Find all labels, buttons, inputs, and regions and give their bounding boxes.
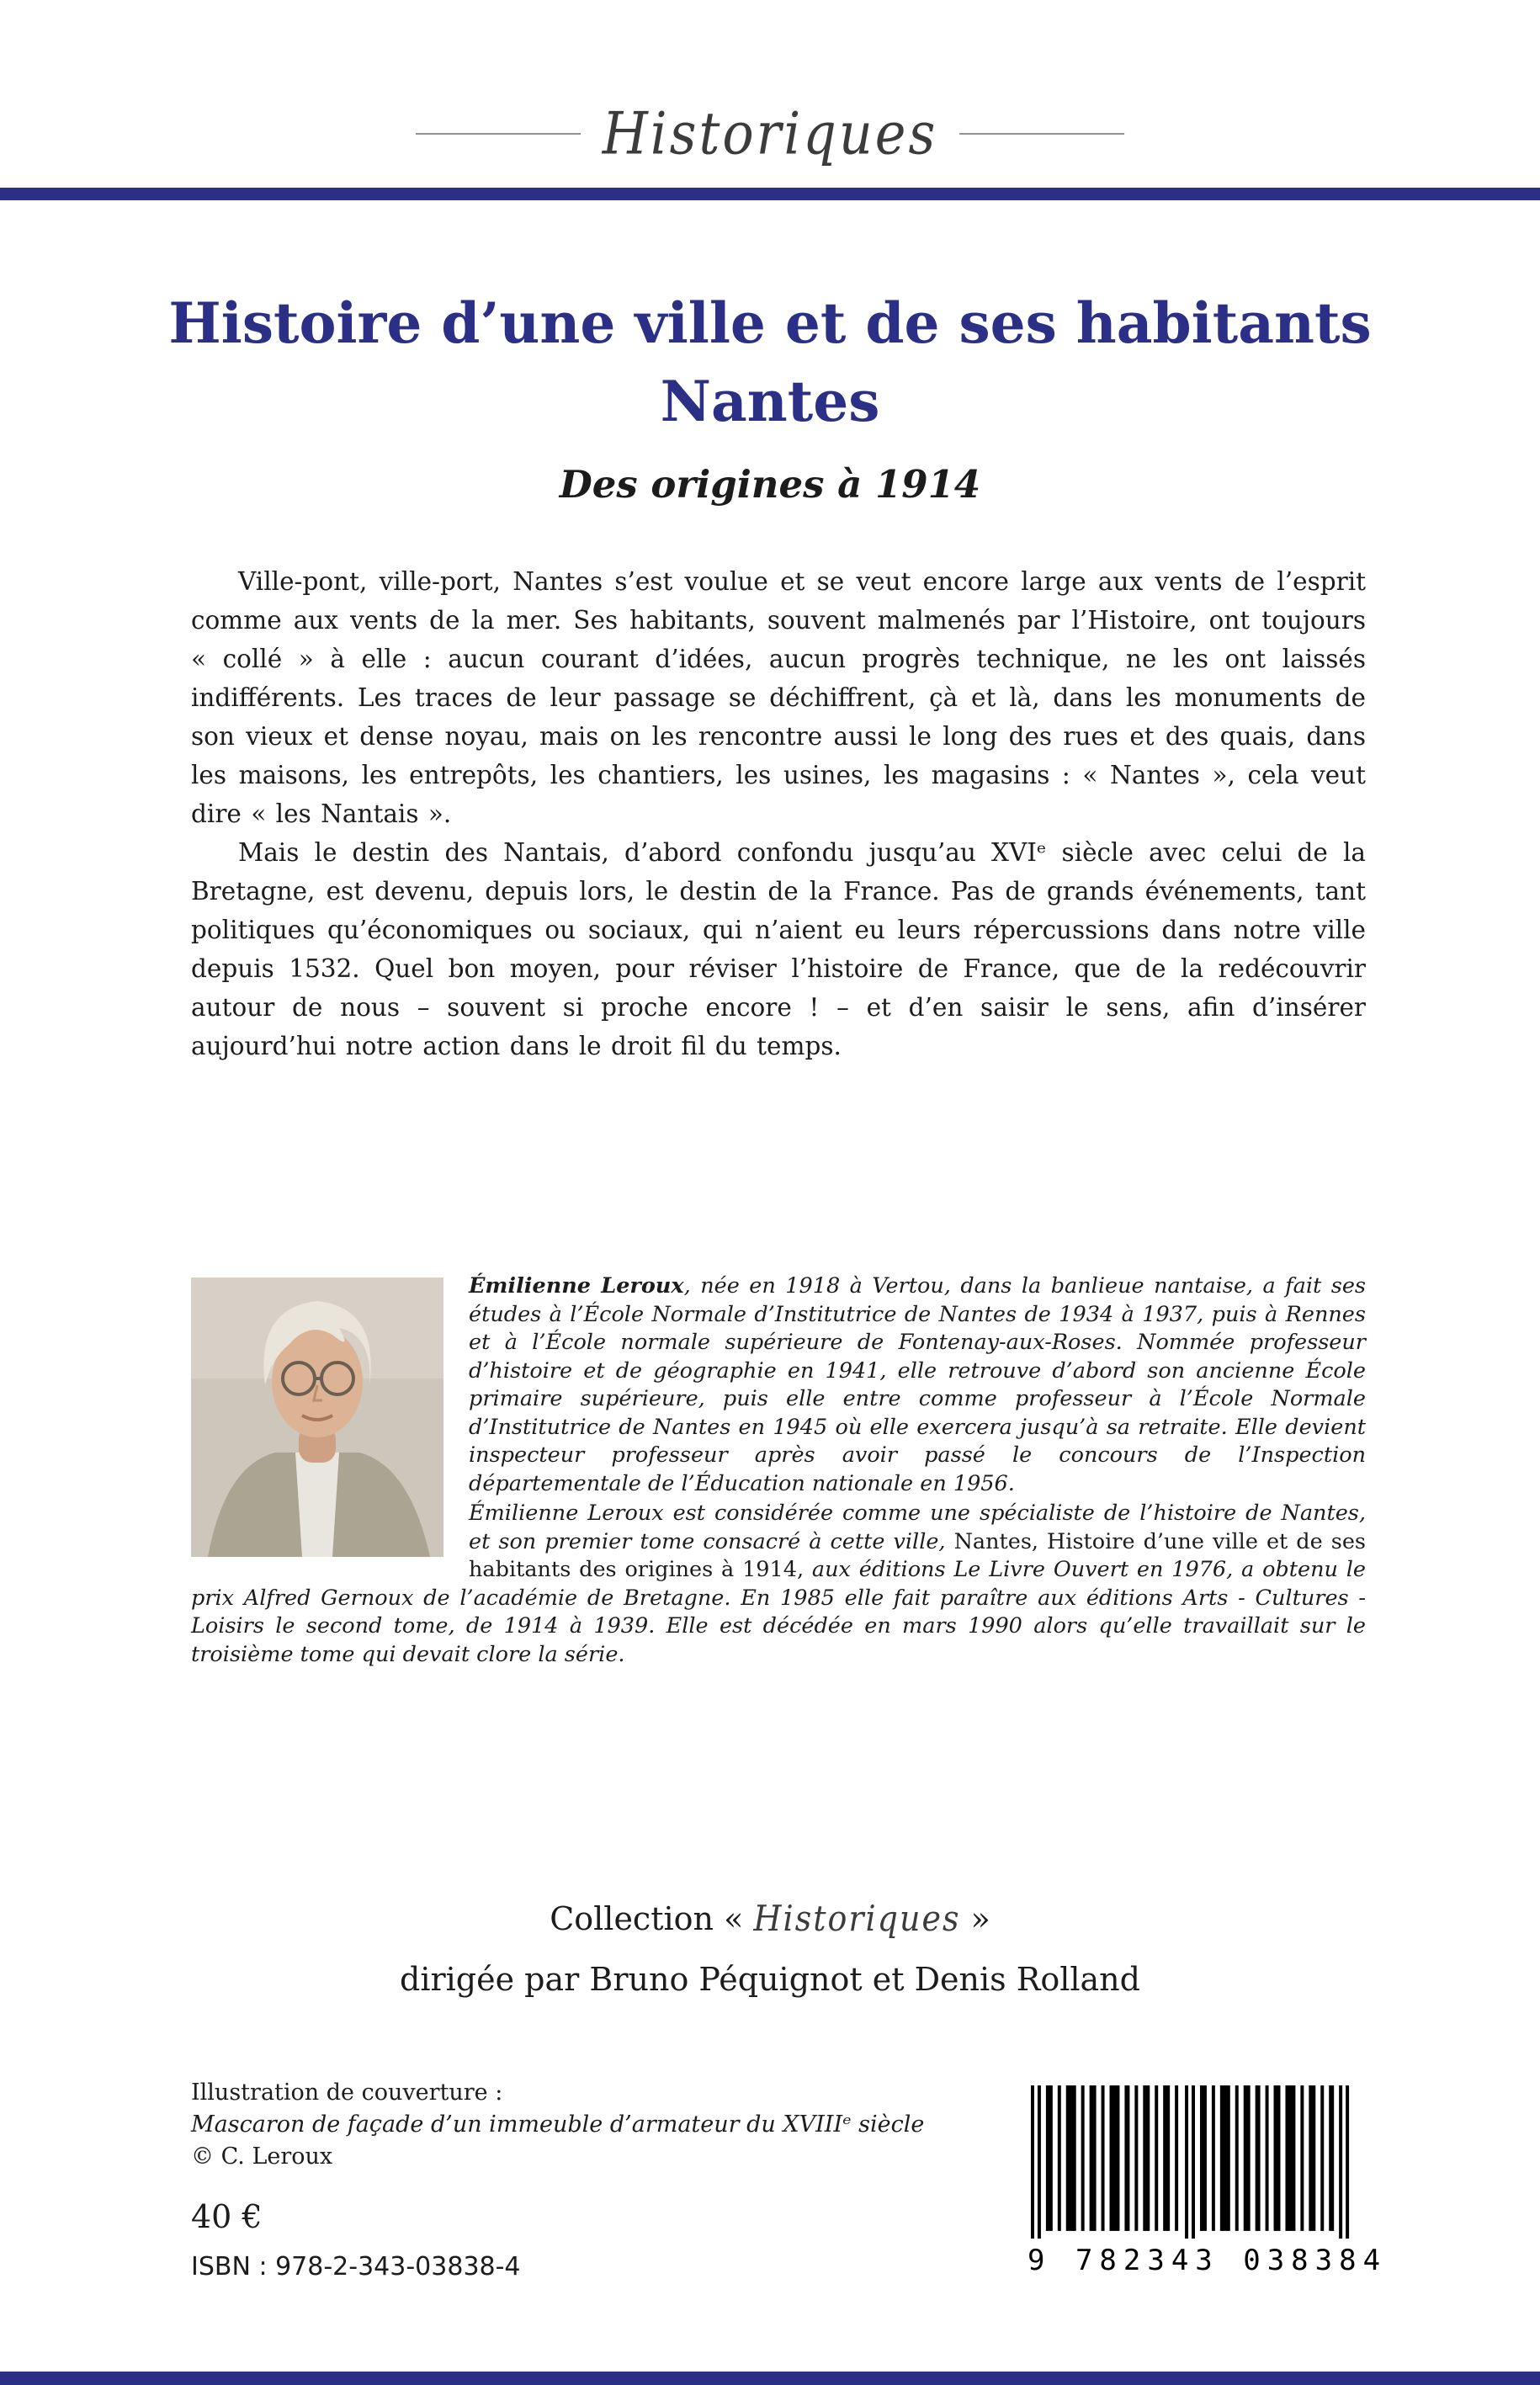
- logo-left-line: [416, 133, 581, 135]
- bio-book-title-mention: Nantes, Histoire d’une ville et de ses habitants des origines à 1914,: [469, 1528, 1366, 1582]
- synopsis-paragraph-1: Ville-pont, ville-port, Nantes s’est voulue et se veut encore large aux vents de l’esprit comme aux vents de la mer. Ses habitants, souvent malmenés par l’Histoire, ont toujours « collé » à elle : aucun courant d’idées, aucun progrès technique, ne les ont laissés indifférents. Les traces de leur passage se déchiffrent, çà et là, dans les monuments de son vieux et dense noyau, mais on les rencontre aussi le long des rues et des quais, dans les maisons, les entrepôts, les chantiers, les usines, les magasins : « Nantes », cela veut dire « les Nantais ».: [191, 567, 1366, 828]
- illustration-credit-title: Mascaron de façade d’un immeuble d’armateur du XVIIIᵉ siècle: [191, 2111, 925, 2138]
- bio-seg-3: aux éditions Le Livre Ouvert en 1976, a obtenu le prix Alfred Gernoux de l’académie de Bretagne. En 1985 elle fait paraître aux éditions Arts - Cultures - Loisirs le second tome, de 1914 à 1939. Elle est décédée en mars 1990 alors qu’elle travaillait sur le troisième tome qui devait clore la série.: [191, 1557, 1366, 1667]
- collection-block: [0, 1900, 1540, 1999]
- author-photo: [191, 1277, 443, 1557]
- collection-logo-row: [416, 98, 1124, 168]
- collection-director-line: dirigée par Bruno Péquignot et Denis Rolland: [400, 1960, 1140, 1998]
- author-name: Émilienne Leroux: [469, 1273, 684, 1299]
- cover-illustration-credits: [191, 2077, 924, 2173]
- illustration-credit-label: Illustration de couverture :: [191, 2080, 503, 2106]
- copyright-line: © C. Leroux: [191, 2143, 333, 2170]
- synopsis: [191, 562, 1366, 1065]
- title-block: [0, 290, 1540, 507]
- bio-seg-1: Émilienne Leroux est considérée comme une spécialiste de l’histoire de Nantes, et son premier tome consacré à cette ville,: [469, 1501, 1366, 1554]
- collection-logo: Historiques: [602, 98, 938, 168]
- book-subtitle-period: Des origines à 1914: [559, 462, 981, 507]
- barcode-number: 9 782343 038384: [1028, 2244, 1388, 2277]
- barcode-bars: [1028, 2085, 1362, 2239]
- bottom-divider-rule: [0, 2372, 1540, 2385]
- isbn: ISBN : 978-2-343-03838-4: [191, 2252, 521, 2281]
- book-title: Histoire d’une ville et de ses habitants: [168, 290, 1372, 356]
- logo-right-line: [959, 133, 1124, 135]
- collection-line: [0, 1900, 1540, 1939]
- collection-prefix: Collection «: [550, 1900, 754, 1937]
- author-bio-text: , née en 1918 à Vertou, dans la banlieue nantaise, a fait ses études à l’École Normale d’Institutrice de Nantes de 1934 à 1937, puis à Rennes et à l’École normale supérieure de Fontenay-aux-Roses. Nommée professeur d’histoire et de géographie en 1941, elle retrouve d’abord son ancienne École primaire supérieure, puis elle entre comme professeur à l’École Normale d’Institutrice de Nantes en 1945 où elle exercera jusqu’à sa retraite. Elle devient inspecteur professeur après avoir passé le concours de l’Inspection départementale de l’Éducation nationale en 1956.: [469, 1273, 1366, 1496]
- price: 40 €: [191, 2198, 263, 2235]
- book-title-city: Nantes: [660, 369, 880, 435]
- synopsis-paragraph-2: Mais le destin des Nantais, d’abord confondu jusqu’au XVIᵉ siècle avec celui de la Bretagne, est devenu, depuis lors, le destin de la France. Pas de grands événements, tant politiques qu’économiques ou sociaux, qui n’aient eu leurs répercussions dans notre ville depuis 1532. Quel bon moyen, pour réviser l’histoire de France, que de la redécouvrir autour de nous – souvent si proche encore ! – et d’en saisir le sens, afin d’insérer aujourd’hui notre action dans le droit fil du temps.: [191, 838, 1366, 1060]
- collection-suffix: »: [960, 1900, 990, 1937]
- author-bio-section: [191, 1272, 1366, 1669]
- top-divider-rule: [0, 188, 1540, 200]
- barcode: [1028, 2085, 1388, 2287]
- collection-name-logo: Historiques: [753, 1898, 961, 1940]
